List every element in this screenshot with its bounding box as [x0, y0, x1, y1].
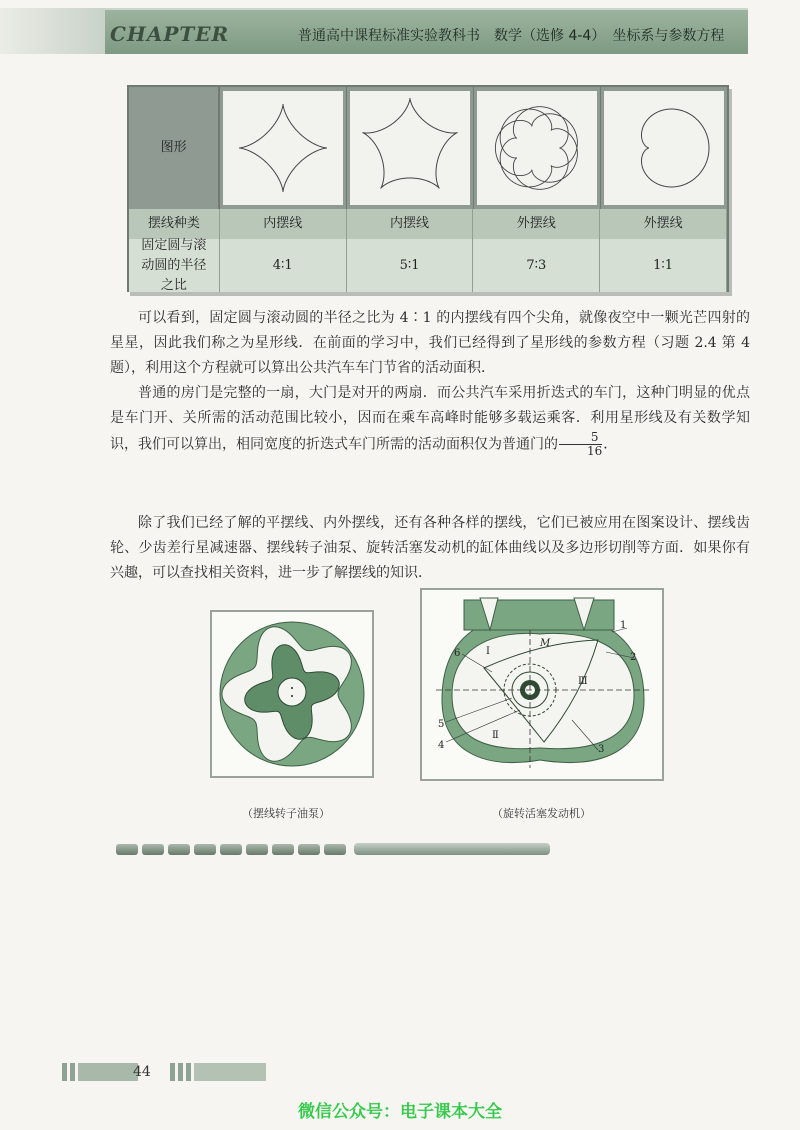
figure-cardioid: [604, 91, 724, 205]
figure-hypocycloid-5: [350, 91, 470, 205]
paragraph-2: [110, 381, 750, 458]
row-label-type: 摆线种类: [129, 209, 220, 239]
header-decoration: [0, 8, 105, 54]
paragraph-3: 除了我们已经了解的平摆线、内外摆线，还有各种各样的摆线，它们已被应用在图案设计、摆线齿轮、少齿差行星减速器、摆线转子油泵、旋转活塞发动机的缸体曲线以及多边形切削等方面．如果你有兴趣，可以查找相关资料，进一步了解摆线的知识．: [110, 515, 750, 581]
cycloid-table: [127, 85, 729, 292]
engine-label-II: Ⅱ: [492, 730, 499, 741]
ratio-cell: 5∶1: [347, 239, 474, 292]
type-cell: 外摆线: [600, 209, 727, 239]
table-row-ratio: [129, 239, 727, 292]
paragraph-2-end: ．: [603, 436, 618, 453]
figure-astroid: [223, 91, 343, 205]
book-title: 普通高中课程标准实验教科书 数学（选修 4-4） 坐标系与参数方程: [298, 28, 725, 44]
type-cell: 内摆线: [220, 209, 347, 239]
figure-epicycloid: [477, 91, 597, 205]
engine-label-III: Ⅲ: [578, 676, 588, 687]
table-row-figures: [129, 87, 727, 209]
paragraph-1: 可以看到，固定圆与滚动圆的半径之比为 4∶1 的内摆线有四个尖角，就像夜空中一颗光芒四射的星星，因此我们称之为星形线．在前面的学习中，我们已经得到了星形线的参数方程（习题 2.4 第 4 题），利用这个方程就可以算出公共汽车车门节省的活动面积．: [110, 310, 750, 376]
engine-label-3: 3: [598, 744, 605, 755]
type-cell: 外摆线: [473, 209, 600, 239]
engine-label-5: 5: [438, 719, 445, 730]
ratio-cell: 7∶3: [473, 239, 600, 292]
fraction-denominator: 16: [587, 444, 603, 458]
type-cell: 内摆线: [347, 209, 474, 239]
row-label-figure: 图形: [129, 87, 219, 209]
ratio-cell: 4∶1: [220, 239, 347, 292]
engine-label-6: 6: [454, 648, 461, 659]
engine-label-M: M: [540, 638, 551, 649]
page-number: 44: [133, 1064, 151, 1080]
table-row-type: [129, 209, 727, 239]
paragraph-2-text: 普通的房门是完整的一扇，大门是对开的两扇．而公共汽车采用折迭式的车门，这种门明显的优点是车门开、关所需的活动范围比较小，因而在乘车高峰时能够多载运乘客．利用星形线及有关数学知识，我们可以算出，相同宽度的折迭式车门所需的活动面积仅为普通门的: [110, 385, 750, 453]
engine-label-2: 2: [630, 652, 637, 663]
figure-rotary-engine: [420, 588, 664, 781]
footer-decoration-right: [170, 1063, 266, 1081]
fraction: [559, 431, 602, 458]
ratio-cell: 1∶1: [600, 239, 727, 292]
engine-label-4: 4: [438, 740, 445, 751]
fraction-numerator: 5: [559, 431, 602, 445]
watermark: 微信公众号：电子课本大全: [298, 1102, 502, 1122]
caption-rotor-pump: （摆线转子油泵）: [242, 807, 330, 820]
engine-label-I: Ⅰ: [486, 646, 490, 657]
caption-rotary-engine: （旋转活塞发动机）: [492, 807, 591, 820]
chapter-label: CHAPTER: [110, 22, 230, 46]
row-label-ratio: 固定圆与滚动圆的半径之比: [129, 239, 220, 292]
footer-decoration-left: [62, 1063, 138, 1081]
page-header: [0, 0, 800, 72]
figure-rotor-pump: [210, 610, 374, 778]
engine-label-1: 1: [620, 620, 627, 631]
decorative-bar: [116, 842, 550, 856]
